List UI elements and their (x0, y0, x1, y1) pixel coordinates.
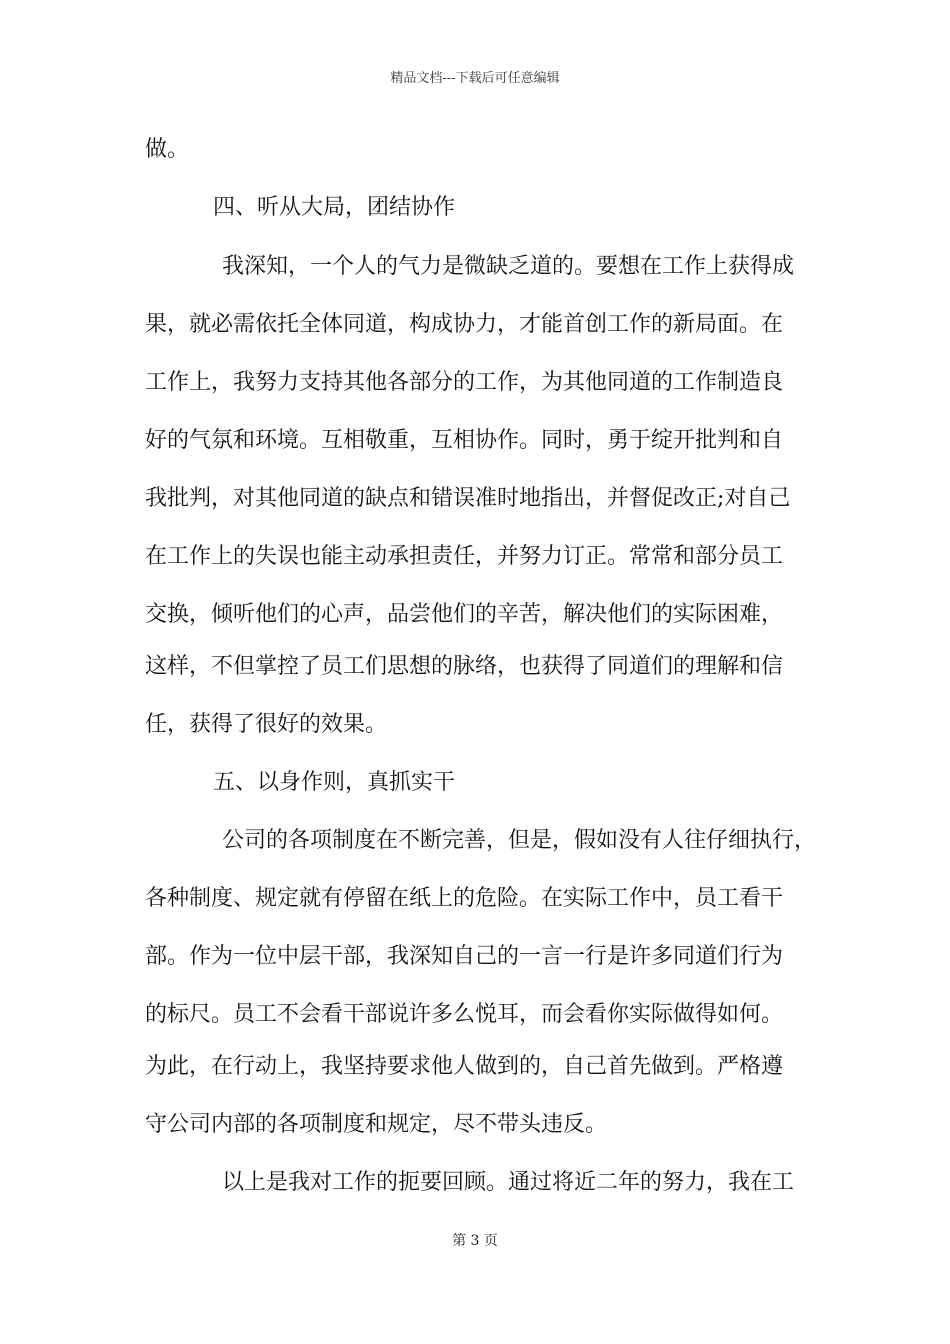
body-line: 各种制度、规定就有停留在纸上的危险。在实际工作中，员工看干 (145, 886, 784, 911)
body-line: 在工作上的失误也能主动承担责任，并努力订正。常常和部分员工 (145, 544, 784, 569)
body-line: 果，就必需依托全体同道，构成协力，才能首创工作的新局面。在 (145, 312, 784, 337)
body-line: 工作上，我努力支持其他各部分的工作，为其他同道的工作制造良 (145, 370, 784, 395)
body-line: 我批判，对其他同道的缺点和错误准时地指出，并督促改正;对自己 (145, 486, 791, 511)
paragraph-first-line: 以上是我对工作的扼要回顾。通过将近二年的努力，我在工 (222, 1170, 795, 1195)
paragraph-first-line: 我深知，一个人的气力是微缺乏道的。要想在工作上获得成 (222, 254, 795, 279)
body-line: 守公司内部的各项制度和规定，尽不带头违反。 (145, 1112, 608, 1137)
body-line: 好的气氛和环境。互相敬重，互相协作。同时，勇于绽开批判和自 (145, 428, 784, 453)
body-line: 任，获得了很好的效果。 (145, 712, 388, 737)
page-number: 第 3 页 (452, 1233, 498, 1249)
body-line: 的标尺。员工不会看干部说许多么悦耳，而会看你实际做得如何。 (145, 1002, 784, 1027)
document-header: 精品文档---下载后可任意编辑 (390, 71, 560, 86)
section-heading: 五、以身作则，真抓实干 (213, 770, 456, 795)
body-line: 交换，倾听他们的心声，品尝他们的辛苦，解决他们的实际困难， (145, 602, 784, 627)
paragraph-first-line: 公司的各项制度在不断完善，但是，假如没有人往仔细执行， (222, 828, 817, 853)
section-heading: 四、听从大局，团结协作 (213, 195, 456, 220)
body-line: 这样，不但掌控了员工们思想的脉络，也获得了同道们的理解和信 (145, 654, 784, 679)
body-line: 做。 (145, 137, 190, 162)
body-line: 为此，在行动上，我坚持要求他人做到的，自己首先做到。严格遵 (145, 1054, 784, 1079)
body-line: 部。作为一位中层干部，我深知自己的一言一行是许多同道们行为 (145, 944, 784, 969)
